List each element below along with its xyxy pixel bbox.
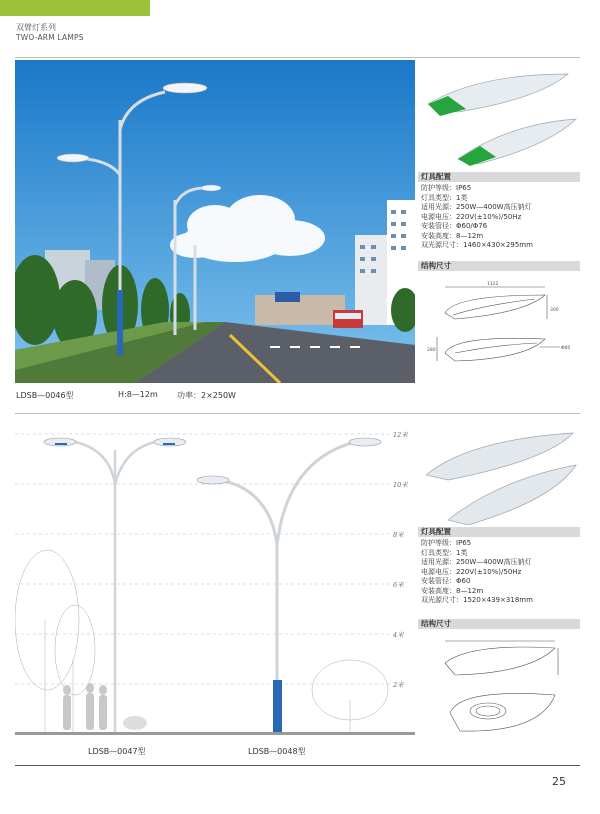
spec-line: 防护等级：IP65 [421, 539, 472, 547]
top-divider [15, 57, 580, 58]
spec-line: 灯具类型：1类 [421, 193, 468, 202]
header-color-tab [0, 0, 150, 16]
lamp-head-images-0046 [418, 64, 583, 172]
street-photo [15, 60, 415, 383]
structure-title-0047: 结构尺寸 [418, 619, 580, 629]
lamp-head-images-0047 [418, 425, 583, 525]
middle-divider [15, 413, 580, 414]
power-caption-0046: 功率：2×250W [177, 391, 236, 400]
spec-line: 适用光源：250W—400W高压钠灯 [421, 558, 532, 566]
scale-label: 2米 [393, 681, 404, 689]
scale-label: 10米 [393, 481, 408, 489]
spec-line: 电源电压：220V(±10%)/50Hz [421, 212, 522, 221]
dim-label: 280 [427, 348, 436, 353]
spec-line: 电源电压：220V(±10%)/50Hz [421, 567, 522, 576]
page-number: 25 [552, 775, 566, 788]
config-title-0047: 灯具配置 [418, 527, 580, 537]
spec-line: 灯具类型：1类 [421, 548, 468, 557]
model-caption-0046: LDSB—0046型 [16, 391, 74, 400]
spec-line: 安装管径：Φ60 [421, 577, 471, 585]
series-title-en: TWO-ARM LAMPS [16, 33, 84, 42]
spec-line: 防护等级：IP65 [421, 184, 472, 192]
series-title-cn: 双臂灯系列 [16, 23, 56, 32]
spec-line: 双光源尺寸：1520×439×318mm [421, 596, 533, 604]
spec-line: 安装高度：8—12m [421, 231, 484, 240]
spec-line: 安装高度：8—12m [421, 586, 484, 595]
height-caption-0046: H:8—12m [118, 390, 158, 399]
elevation-drawing [15, 420, 415, 740]
model-caption-0047: LDSB—0047型 [88, 747, 146, 756]
scale-label: 6米 [393, 581, 404, 589]
dimension-drawing-0047 [430, 633, 580, 743]
scale-label: 4米 [393, 631, 404, 639]
dim-label: 300 [550, 308, 559, 313]
structure-title-0046: 结构尺寸 [418, 261, 580, 271]
scale-label: 12米 [393, 431, 408, 439]
dim-label: 1122 [487, 282, 499, 287]
config-title-0046: 灯具配置 [418, 172, 580, 182]
dim-label: Φ60 [561, 346, 571, 351]
scale-label: 8米 [393, 531, 404, 539]
dimension-drawing-0046 [425, 275, 575, 375]
model-caption-0048: LDSB—0048型 [248, 747, 306, 756]
spec-line: 双光源尺寸：1460×430×295mm [421, 241, 533, 249]
spec-line: 安装管径：Φ60/Φ76 [421, 222, 488, 230]
spec-line: 适用光源：250W—400W高压钠灯 [421, 203, 532, 211]
bottom-divider [15, 765, 580, 766]
